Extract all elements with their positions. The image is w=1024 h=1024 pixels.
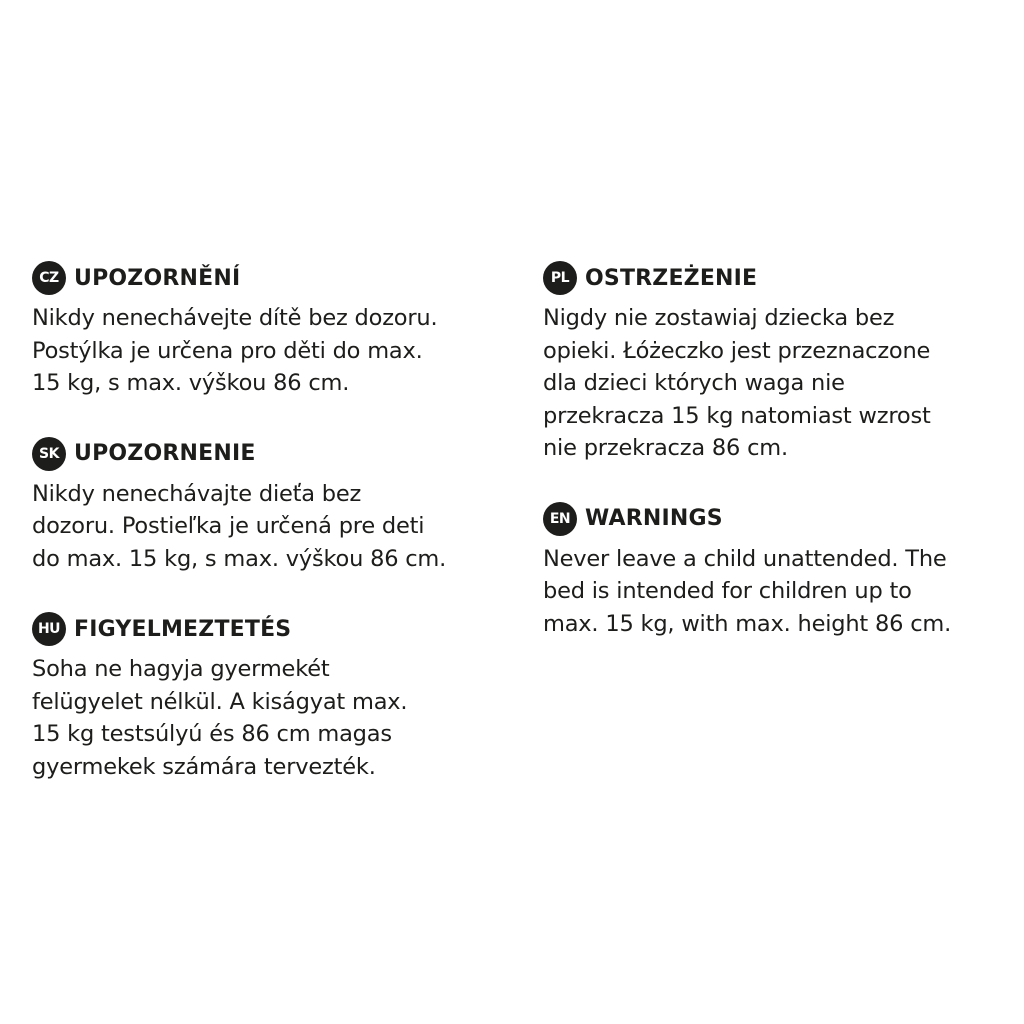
- language-badge-pl: PL: [543, 261, 577, 295]
- warning-section-pl: [543, 258, 1013, 465]
- section-heading: [543, 258, 1013, 298]
- language-badge-hu: HU: [32, 612, 66, 646]
- body-line: dla dzieci których waga nie: [543, 370, 845, 396]
- body-line: Postýlka je určena pro děti do max.: [32, 337, 423, 364]
- section-body: [32, 478, 502, 576]
- section-heading: [32, 609, 502, 649]
- body-line: Never leave a child unattended. The: [543, 545, 947, 572]
- section-heading: [543, 499, 1013, 539]
- warning-section-sk: [32, 434, 502, 576]
- body-line: bed is intended for children up to: [543, 578, 912, 604]
- section-body: [32, 653, 502, 783]
- section-title: UPOZORNĚNÍ: [74, 265, 241, 291]
- language-badge-en: EN: [543, 502, 577, 536]
- warning-section-hu: [32, 609, 502, 783]
- body-line: 15 kg testsúlyú és 86 cm magas: [32, 721, 392, 747]
- section-heading: [32, 258, 502, 298]
- body-line: Soha ne hagyja gyermekét: [32, 656, 330, 682]
- body-line: opieki. Łóżeczko jest przeznaczone: [543, 337, 931, 364]
- warning-section-cz: [32, 258, 502, 400]
- body-line: Nigdy nie zostawiaj dziecka bez: [543, 305, 895, 331]
- body-line: nie przekracza 86 cm.: [543, 435, 788, 461]
- section-body: [543, 302, 1013, 465]
- body-line: gyermekek számára tervezték.: [32, 753, 376, 780]
- section-heading: [32, 434, 502, 474]
- section-body: [543, 543, 1013, 641]
- right-column: [543, 258, 1013, 674]
- section-title: FIGYELMEZTETÉS: [74, 616, 292, 642]
- left-column: [32, 258, 502, 817]
- body-line: Nikdy nenechávajte dieťa bez: [32, 480, 362, 507]
- body-line: przekracza 15 kg natomiast wzrost: [543, 402, 931, 429]
- body-line: do max. 15 kg, s max. výškou 86 cm.: [32, 545, 447, 572]
- body-line: max. 15 kg, with max. height 86 cm.: [543, 610, 952, 637]
- language-badge-cz: CZ: [32, 261, 66, 295]
- language-badge-sk: SK: [32, 437, 66, 471]
- body-line: dozoru. Postieľka je určená pre deti: [32, 513, 425, 539]
- body-line: Nikdy nenechávejte dítě bez dozoru.: [32, 305, 438, 331]
- warning-section-en: [543, 499, 1013, 641]
- body-line: felügyelet nélkül. A kiságyat max.: [32, 688, 408, 715]
- body-line: 15 kg, s max. výškou 86 cm.: [32, 370, 350, 396]
- section-title: WARNINGS: [585, 506, 723, 531]
- section-title: UPOZORNENIE: [74, 441, 256, 466]
- section-body: [32, 302, 502, 400]
- section-title: OSTRZEŻENIE: [585, 265, 758, 291]
